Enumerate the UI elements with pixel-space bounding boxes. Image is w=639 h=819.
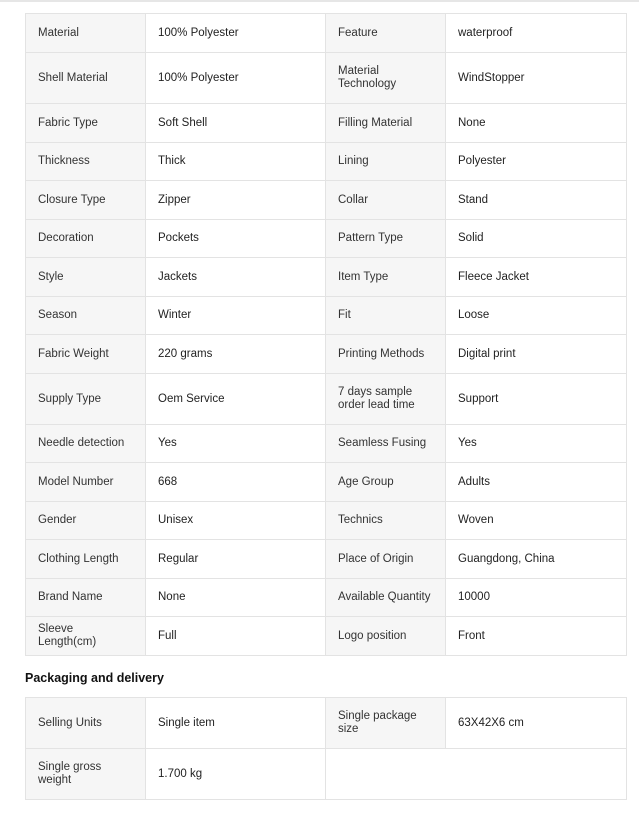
attribute-label: Seamless Fusing — [326, 425, 446, 463]
attribute-label: Pattern Type — [326, 220, 446, 258]
table-row — [26, 297, 627, 335]
attribute-value: Regular — [146, 540, 326, 579]
table-row — [26, 698, 627, 749]
table-row — [26, 335, 627, 374]
table-row — [26, 502, 627, 540]
attribute-value: Zipper — [146, 181, 326, 220]
attribute-label: Material Technology — [326, 53, 446, 104]
top-divider — [0, 0, 639, 2]
empty-cell — [326, 749, 446, 800]
packaging-value: Single item — [146, 698, 326, 749]
attribute-label: Needle detection — [26, 425, 146, 463]
attribute-value: 100% Polyester — [146, 14, 326, 53]
table-row — [26, 579, 627, 617]
attribute-label: Available Quantity — [326, 579, 446, 617]
table-row — [26, 425, 627, 463]
attribute-label: Material — [26, 14, 146, 53]
attribute-label: 7 days sample order lead time — [326, 374, 446, 425]
table-row — [26, 181, 627, 220]
attribute-value: Stand — [446, 181, 627, 220]
attribute-value: Woven — [446, 502, 627, 540]
attribute-value: Fleece Jacket — [446, 258, 627, 297]
attribute-value: None — [446, 104, 627, 143]
attribute-label: Fabric Type — [26, 104, 146, 143]
attribute-label: Printing Methods — [326, 335, 446, 374]
attribute-label: Item Type — [326, 258, 446, 297]
attribute-label: Age Group — [326, 463, 446, 502]
attribute-value: WindStopper — [446, 53, 627, 104]
table-row — [26, 220, 627, 258]
attribute-value: waterproof — [446, 14, 627, 53]
attribute-label: Collar — [326, 181, 446, 220]
attribute-value: None — [146, 579, 326, 617]
attribute-value: Oem Service — [146, 374, 326, 425]
attribute-value: Front — [446, 617, 627, 656]
attribute-value: Pockets — [146, 220, 326, 258]
attribute-label: Technics — [326, 502, 446, 540]
attribute-value: 220 grams — [146, 335, 326, 374]
attribute-value: 100% Polyester — [146, 53, 326, 104]
packaging-label: Single package size — [326, 698, 446, 749]
table-row — [26, 53, 627, 104]
attribute-label: Gender — [26, 502, 146, 540]
attribute-value: Loose — [446, 297, 627, 335]
attribute-label: Sleeve Length(cm) — [26, 617, 146, 656]
attribute-value: Jackets — [146, 258, 326, 297]
attribute-label: Lining — [326, 143, 446, 181]
attribute-value: Yes — [146, 425, 326, 463]
attributes-table — [25, 13, 627, 656]
table-row — [26, 143, 627, 181]
packaging-label: Single gross weight — [26, 749, 146, 800]
packaging-value: 1.700 kg — [146, 749, 326, 800]
attribute-label: Logo position — [326, 617, 446, 656]
packaging-section-title: Packaging and delivery — [25, 671, 164, 685]
attribute-label: Fit — [326, 297, 446, 335]
attribute-value: 10000 — [446, 579, 627, 617]
table-row — [26, 258, 627, 297]
attribute-value: Guangdong, China — [446, 540, 627, 579]
attribute-value: Unisex — [146, 502, 326, 540]
attribute-value: Support — [446, 374, 627, 425]
table-row — [26, 749, 627, 800]
packaging-value: 63X42X6 cm — [446, 698, 627, 749]
attribute-label: Feature — [326, 14, 446, 53]
table-row — [26, 540, 627, 579]
packaging-table — [25, 697, 627, 800]
attribute-label: Fabric Weight — [26, 335, 146, 374]
attribute-value: Solid — [446, 220, 627, 258]
attribute-value: Yes — [446, 425, 627, 463]
attribute-label: Closure Type — [26, 181, 146, 220]
attribute-value: Adults — [446, 463, 627, 502]
attribute-value: Polyester — [446, 143, 627, 181]
table-row — [26, 463, 627, 502]
attribute-value: Digital print — [446, 335, 627, 374]
attribute-label: Filling Material — [326, 104, 446, 143]
empty-cell — [446, 749, 627, 800]
attribute-value: Soft Shell — [146, 104, 326, 143]
attribute-label: Season — [26, 297, 146, 335]
packaging-label: Selling Units — [26, 698, 146, 749]
attribute-label: Model Number — [26, 463, 146, 502]
attribute-value: Full — [146, 617, 326, 656]
attribute-label: Place of Origin — [326, 540, 446, 579]
table-row — [26, 617, 627, 656]
attribute-label: Style — [26, 258, 146, 297]
attribute-label: Decoration — [26, 220, 146, 258]
table-row — [26, 14, 627, 53]
attribute-value: Winter — [146, 297, 326, 335]
table-row — [26, 374, 627, 425]
attribute-label: Thickness — [26, 143, 146, 181]
attribute-label: Brand Name — [26, 579, 146, 617]
attribute-value: 668 — [146, 463, 326, 502]
attribute-label: Shell Material — [26, 53, 146, 104]
table-row — [26, 104, 627, 143]
attribute-label: Supply Type — [26, 374, 146, 425]
attribute-label: Clothing Length — [26, 540, 146, 579]
attribute-value: Thick — [146, 143, 326, 181]
